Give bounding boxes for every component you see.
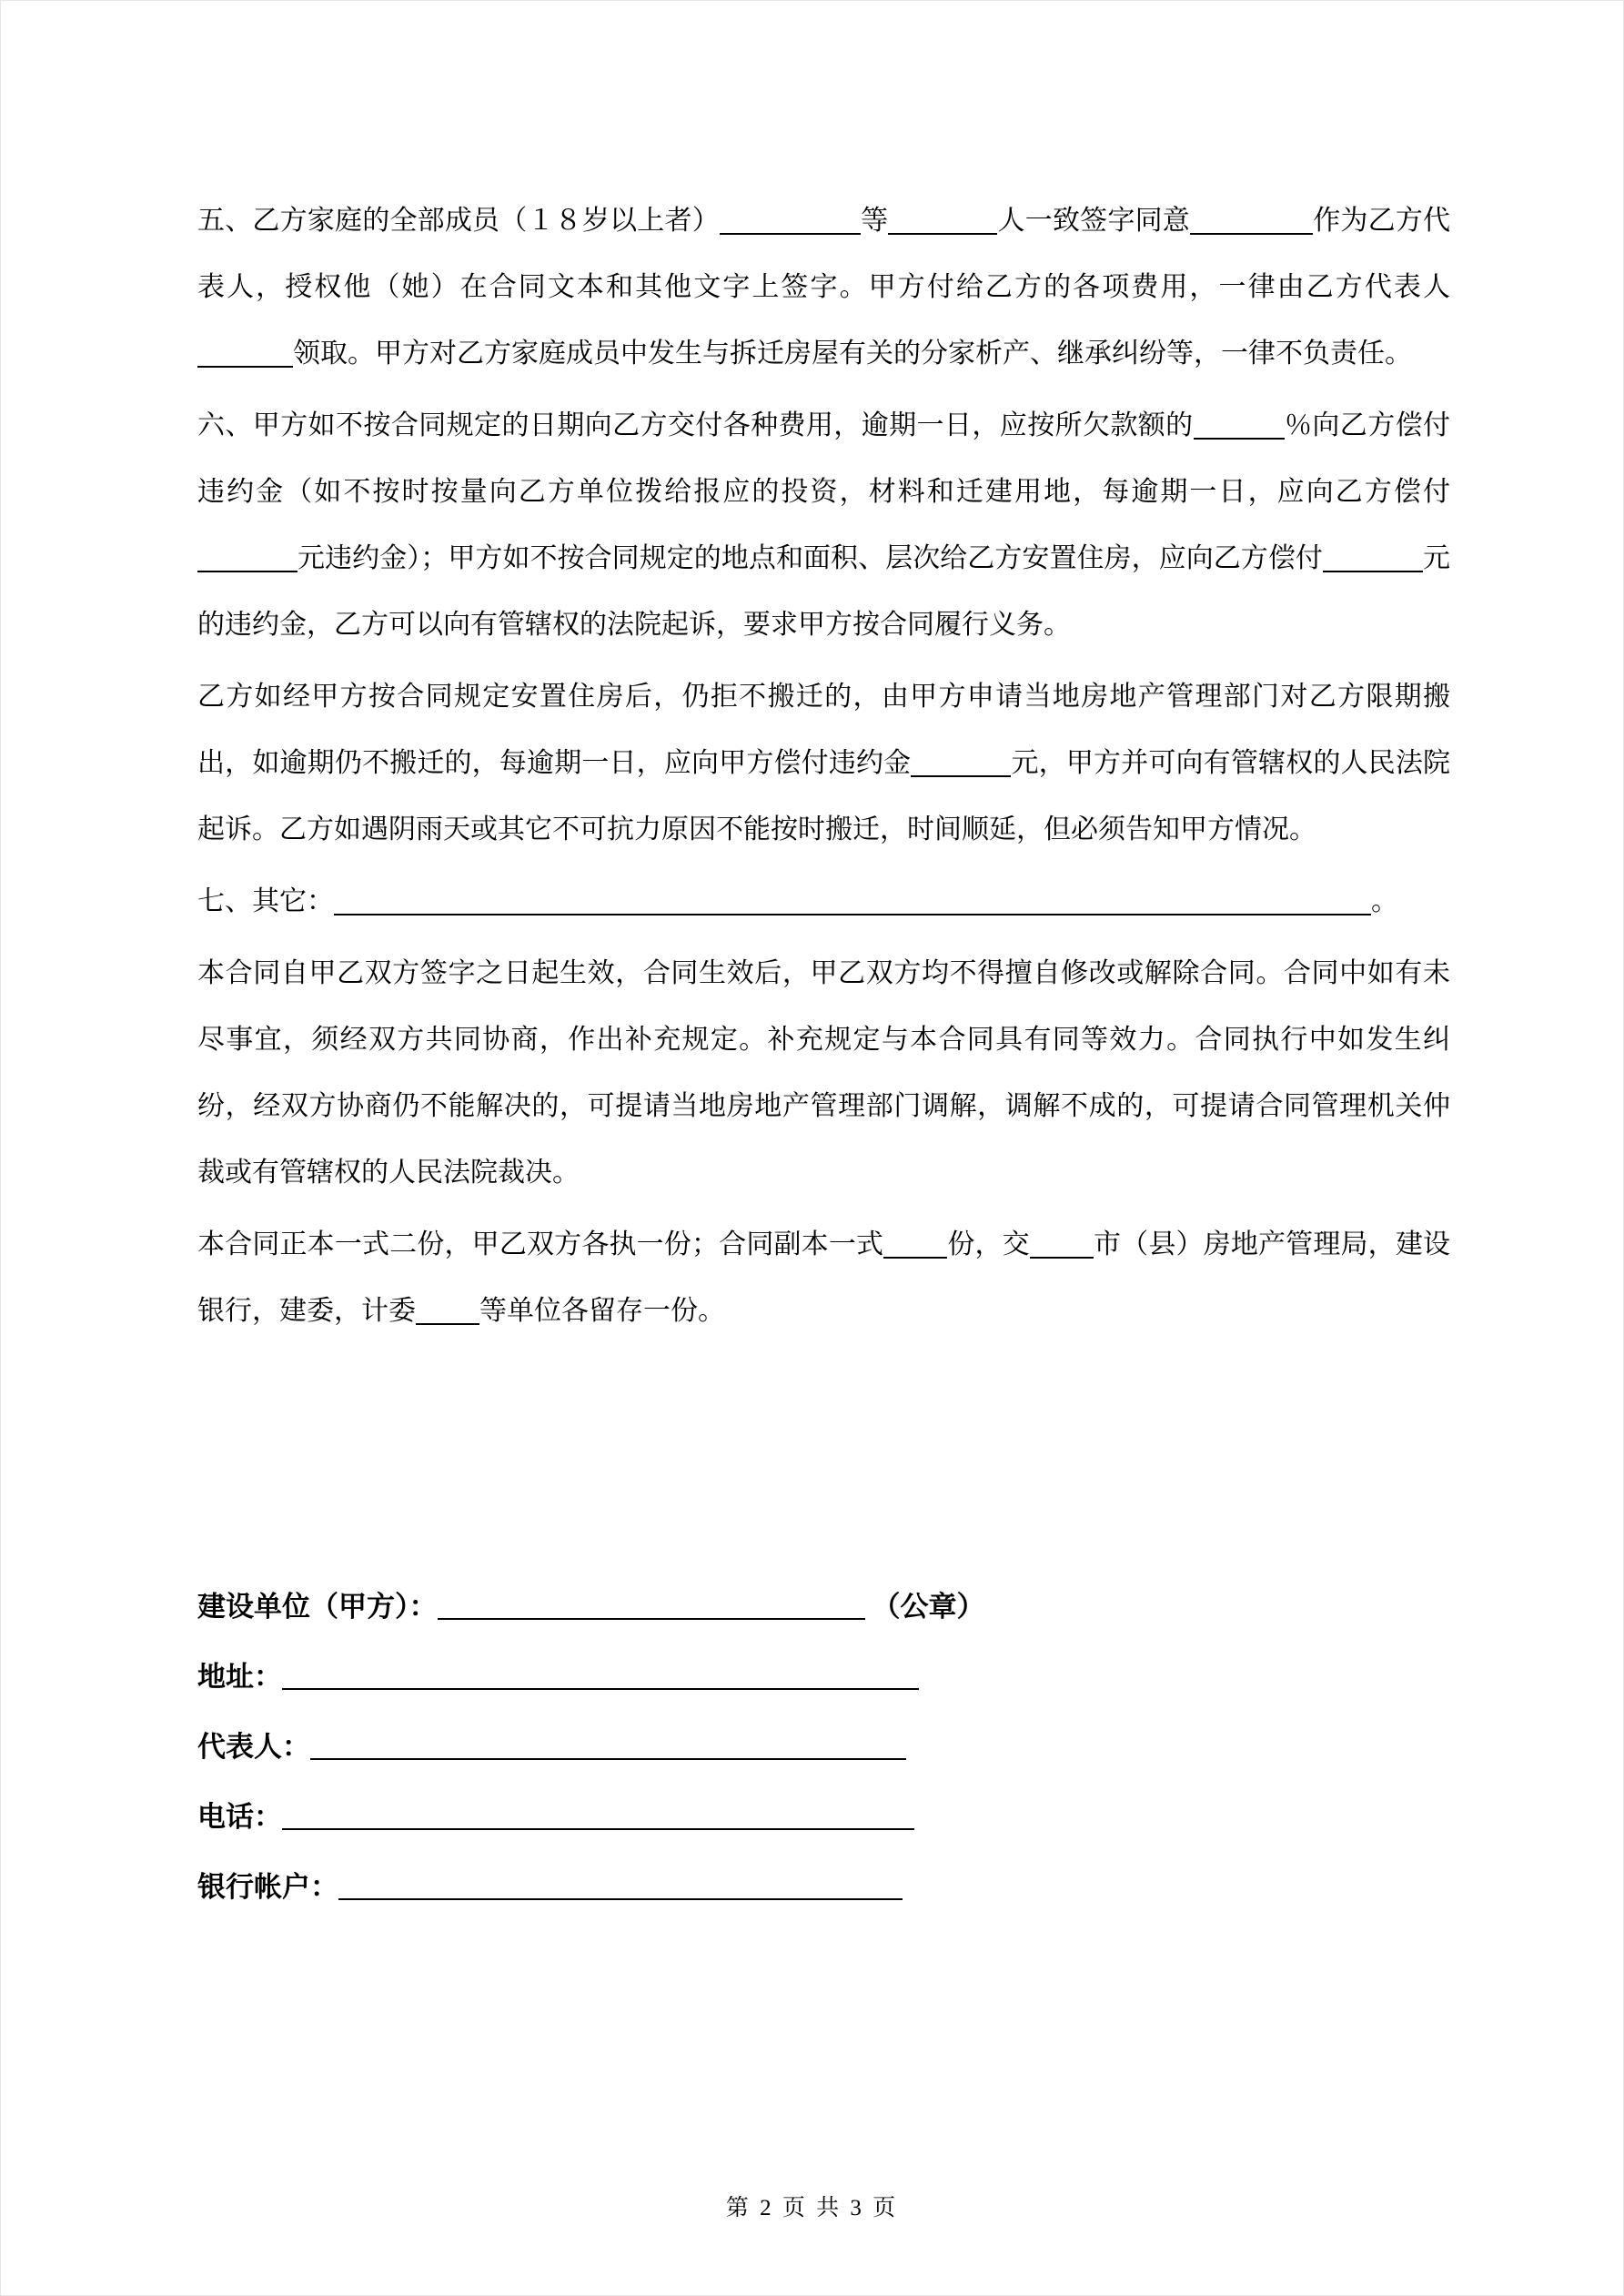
fill-in-blank xyxy=(911,748,1011,777)
paragraph-text: 市（县）房地产管理局，建设银行，建委，计委 xyxy=(197,1229,1451,1326)
fill-in-blank xyxy=(438,1590,865,1620)
contract-body xyxy=(197,187,1450,1344)
signature-row xyxy=(197,1782,1450,1852)
fill-in-blank xyxy=(338,1870,903,1900)
contract-paragraph xyxy=(197,392,1450,658)
contract-paragraph xyxy=(197,663,1450,863)
fill-in-blank xyxy=(282,1800,914,1830)
fill-in-blank xyxy=(197,339,293,368)
paragraph-text: 乙方如经甲方按合同规定安置住房后，仍拒不搬迁的，由甲方申请当地房地产管理部门对乙方限期搬出，如逾期仍不搬迁的，每逾期一日，应向甲方偿付违约金 xyxy=(197,682,1450,778)
signature-label: 电话： xyxy=(197,1801,282,1833)
contract-paragraph xyxy=(197,187,1450,387)
contract-paragraph xyxy=(197,940,1450,1206)
paragraph-text: 份，交 xyxy=(947,1229,1030,1259)
fill-in-blank xyxy=(720,206,861,235)
paragraph-text: 等单位各留存一份。 xyxy=(479,1296,725,1326)
fill-in-blank xyxy=(197,543,298,572)
signature-suffix: （公章） xyxy=(872,1591,985,1623)
paragraph-text: 六、甲方如不按合同规定的日期向乙方交付各种费用，逾期一日，应按所欠款额的 xyxy=(197,410,1194,440)
fill-in-blank xyxy=(1323,543,1423,572)
paragraph-text: 七、其它： xyxy=(197,886,334,916)
signature-label: 代表人： xyxy=(197,1731,310,1763)
signature-row xyxy=(197,1852,1450,1922)
signature-label: 地址： xyxy=(197,1661,282,1693)
signature-row xyxy=(197,1572,1450,1642)
fill-in-blank xyxy=(416,1296,479,1325)
fill-in-blank xyxy=(1190,206,1313,235)
signature-label: 银行帐户： xyxy=(197,1871,338,1903)
paragraph-text: ％向乙方偿付违约金（如不按时按量向乙方单位拨给报应的投资，材料和迁建用地，每逾期一日，应向乙方偿付 xyxy=(197,410,1451,507)
signature-row xyxy=(197,1712,1450,1782)
fill-in-blank xyxy=(334,886,1371,915)
signature-label: 建设单位（甲方）： xyxy=(197,1591,438,1623)
paragraph-text: 本合同正本一式二份，甲乙双方各执一份；合同副本一式 xyxy=(197,1229,884,1259)
fill-in-blank xyxy=(1194,410,1285,440)
paragraph-text: 作为乙方代表人，授权他（她）在合同文本和其他文字上签字。甲方付给乙方的各项费用，一律由乙方代表人 xyxy=(197,206,1451,302)
paragraph-text: 元的违约金，乙方可以向有管辖权的法院起诉，要求甲方按合同履行义务。 xyxy=(197,543,1451,640)
paragraph-text: 五、乙方家庭的全部成员（１８岁以上者） xyxy=(197,206,720,236)
fill-in-blank xyxy=(282,1660,919,1690)
paragraph-text: 等 xyxy=(860,206,889,236)
signature-block xyxy=(197,1572,1450,1922)
paragraph-text: 元违约金）；甲方如不按合同规定的地点和面积、层次给乙方安置住房，应向乙方偿付 xyxy=(298,543,1323,573)
paragraph-text: 本合同自甲乙双方签字之日起生效，合同生效后，甲乙双方均不得擅自修改或解除合同。合同中如有未尽事宜，须经双方共同协商，作出补充规定。补充规定与本合同具有同等效力。合同执行中如发生纠纷，经双方协商仍不能解决的，可提请当地房地产管理部门调解，调解不成的，可提请合同管理机关仲裁或有管辖权的人民法院裁决。 xyxy=(197,958,1450,1188)
fill-in-blank xyxy=(310,1730,906,1760)
paragraph-text: 领取。甲方对乙方家庭成员中发生与拆迁房屋有关的分家析产、继承纠纷等，一律不负责任。 xyxy=(293,339,1412,369)
paragraph-text: 元，甲方并可向有管辖权的人民法院起诉。乙方如遇阴雨天或其它不可抗力原因不能按时搬迁，时间顺延，但必须告知甲方情况。 xyxy=(197,748,1451,845)
fill-in-blank xyxy=(1030,1229,1094,1259)
contract-paragraph xyxy=(197,1211,1450,1344)
signature-row xyxy=(197,1642,1450,1712)
fill-in-blank xyxy=(888,206,997,235)
paragraph-text: 人一致签字同意 xyxy=(997,206,1190,236)
page-footer: 第 2 页 共 3 页 xyxy=(725,2196,899,2220)
fill-in-blank xyxy=(883,1229,947,1259)
contract-paragraph xyxy=(197,868,1450,935)
paragraph-text: 。 xyxy=(1371,886,1398,916)
